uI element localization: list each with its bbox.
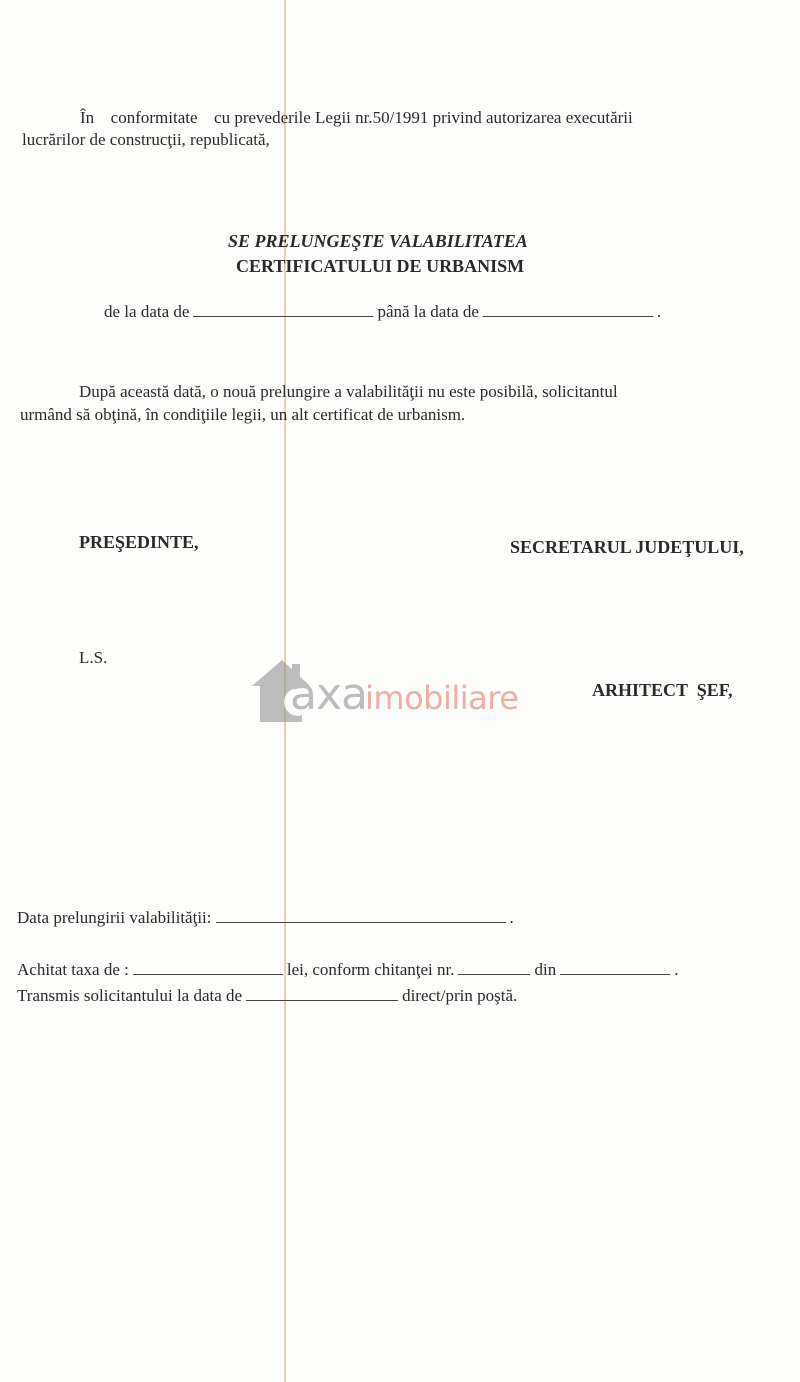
- heading-line-2: CERTIFICATULUI DE URBANISM: [236, 256, 525, 276]
- from-date-blank[interactable]: [193, 302, 373, 317]
- from-date-label: de la data de: [104, 302, 190, 321]
- period: .: [656, 302, 662, 321]
- architect-title: ARHITECT ŞEF,: [592, 680, 733, 700]
- receipt-date-label: din: [534, 960, 557, 979]
- watermark-imobiliare: imobiliare: [365, 679, 519, 717]
- receipt-label: lei, conform chitanţei nr.: [286, 960, 455, 979]
- to-date-blank[interactable]: [483, 302, 653, 317]
- note-line-1: După această dată, o nouă prelungire a valabilităţii nu este posibilă, solicitantul: [79, 382, 618, 401]
- intro-line-2: lucrărilor de construcţii, republicată,: [22, 130, 270, 149]
- intro-word: cu: [214, 108, 231, 127]
- sent-date-blank[interactable]: [246, 986, 398, 1001]
- receipt-number-blank[interactable]: [458, 960, 530, 975]
- intro-line-1: [80, 108, 800, 128]
- intro-word: În: [80, 108, 95, 127]
- fee-label: Achitat taxa de :: [17, 960, 129, 979]
- president-title: PREŞEDINTE,: [79, 532, 199, 552]
- extension-date-line: [17, 908, 514, 928]
- heading-line-1: SE PRELUNGEŞTE VALABILITATEA: [228, 231, 528, 251]
- note-line-2: urmând să obţină, în condiţiile legii, un alt certificat de urbanism.: [20, 405, 466, 424]
- to-date-label: până la data de: [377, 302, 479, 321]
- sent-date-label: Transmis solicitantului la data de: [17, 986, 243, 1005]
- intro-word: conformitate: [110, 108, 198, 127]
- secretary-title: SECRETARUL JUDEŢULUI,: [510, 537, 744, 557]
- fee-amount-blank[interactable]: [133, 960, 283, 975]
- receipt-date-blank[interactable]: [560, 960, 670, 975]
- watermark-axa: axa: [290, 669, 367, 720]
- period: .: [509, 908, 514, 927]
- period: .: [674, 960, 679, 979]
- extension-date-blank[interactable]: [216, 908, 506, 923]
- fee-line: [17, 960, 678, 980]
- extension-date-label: Data prelungirii valabilităţii:: [17, 908, 212, 927]
- sent-line: [17, 986, 517, 1006]
- axa-imobiliare-watermark: [250, 658, 560, 728]
- ls-mark: L.S.: [79, 648, 108, 667]
- intro-text: prevederile Legii nr.50/1991 privind autorizarea executării: [234, 108, 633, 127]
- validity-dates-line: [104, 302, 661, 322]
- delivery-method: direct/prin poştă.: [402, 986, 518, 1005]
